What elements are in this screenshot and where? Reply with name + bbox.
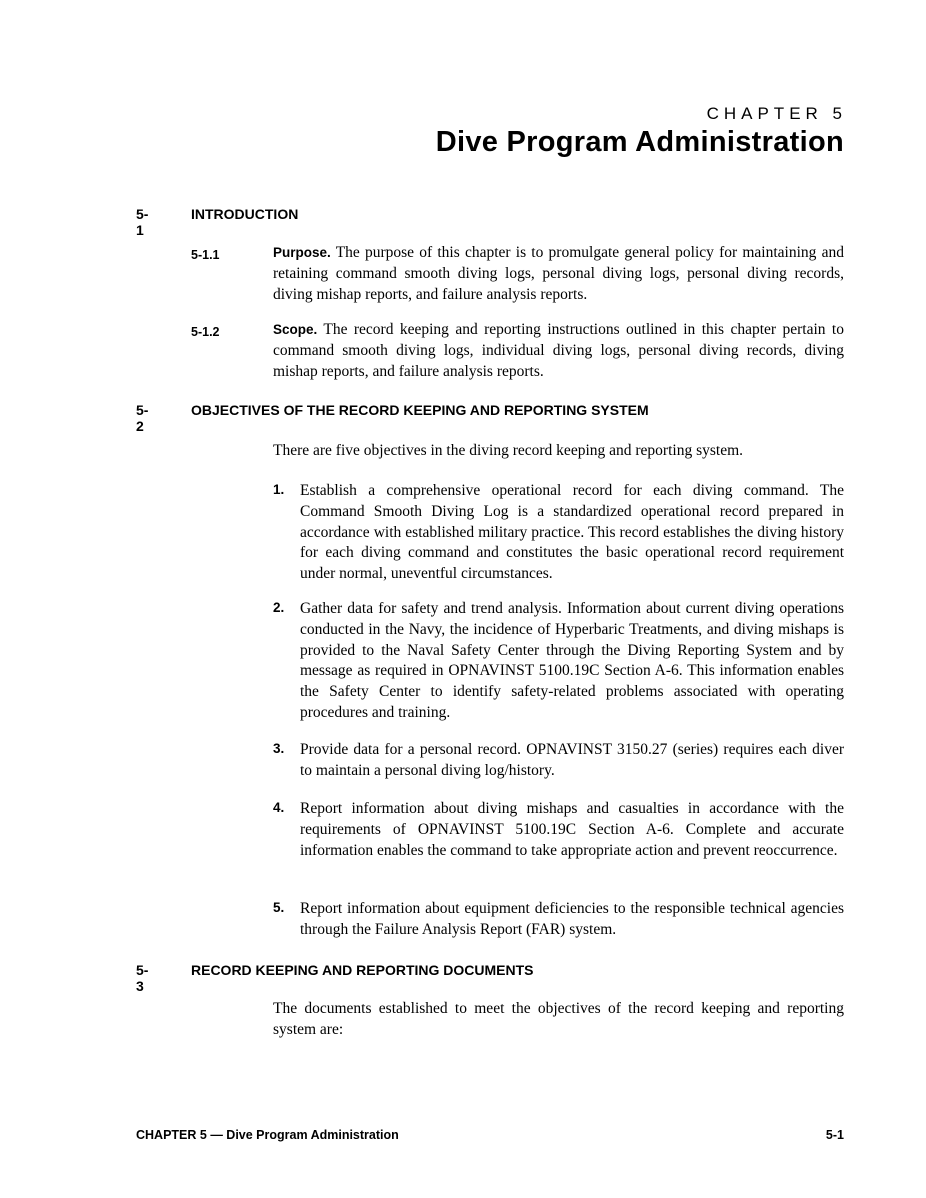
list-item-number: 5. — [273, 900, 285, 915]
list-item-text: Report information about equipment deficiencies to the responsible technical agencies through the Failure Analysis Report (FAR) system. — [300, 900, 844, 938]
list-item-number: 1. — [273, 482, 285, 497]
section-intro: The documents established to meet the objectives of the record keeping and reporting system are: — [273, 1000, 844, 1038]
section-intro: There are five objectives in the diving record keeping and reporting system. — [273, 442, 744, 459]
section-number: 5-2 — [136, 402, 149, 434]
subsection-lead: Scope. — [273, 322, 318, 337]
chapter-label: CHAPTER 5 — [706, 104, 847, 123]
section-number: 5-1 — [136, 206, 149, 238]
subsection-lead: Purpose. — [273, 245, 331, 260]
list-item-number: 4. — [273, 800, 285, 815]
subsection-text: The purpose of this chapter is to promulgate general policy for maintaining and retaining command smooth diving logs, personal diving logs, personal diving records, diving mishap reports, and failure analysis reports. — [273, 244, 844, 303]
list-item-text: Provide data for a personal record. OPNAVINST 3150.27 (series) requires each diver to maintain a personal diving log/history. — [300, 741, 844, 779]
running-title: CHAPTER 5 — Dive Program Administration — [136, 1128, 399, 1142]
subsection-number-5-1-2: 5-1.2 — [191, 325, 220, 339]
subsection-scope — [273, 320, 844, 382]
chapter-title: Dive Program Administration — [435, 126, 844, 158]
subsection-number-5-1-1: 5-1.1 — [191, 248, 220, 262]
section-title: OBJECTIVES OF THE RECORD KEEPING AND REPORTING SYSTEM — [191, 402, 649, 418]
list-item-text: Establish a comprehensive operational record for each diving command. The Command Smooth Diving Log is a standardized operational record prepared in accordance with established military practice. This record establishes the diving history for each diving command and constitutes the basic operational record requirement under normal, uneventful circumstances. — [300, 482, 844, 583]
page-number: 5-1 — [825, 1128, 844, 1142]
subsection-text: The record keeping and reporting instructions outlined in this chapter pertain to command smooth diving logs, individual diving logs, personal diving records, diving mishap reports, and failure analysis reports. — [273, 321, 844, 380]
list-item-number: 3. — [273, 741, 285, 756]
subsection-purpose — [273, 243, 844, 305]
list-item-text: Gather data for safety and trend analysis. Information about current diving operations conducted in the Navy, the incidence of Hyperbaric Treatments, and diving mishaps is provided to the Naval Safety Center through the Diving Reporting System and by message as required in OPNAVINST 5100.19C Section A-6. This information enables the Safety Center to identify safety-related problems associated with operating procedures and training. — [300, 600, 844, 721]
list-item-text: Report information about diving mishaps and casualties in accordance with the requirements of OPNAVINST 5100.19C Section A-6. Complete and accurate information enables the command to take appropriate action and prevent reoccurrence. — [300, 800, 844, 859]
section-title: INTRODUCTION — [191, 206, 299, 222]
list-item-number: 2. — [273, 600, 285, 615]
section-number: 5-3 — [136, 962, 149, 994]
section-title: RECORD KEEPING AND REPORTING DOCUMENTS — [191, 962, 534, 978]
